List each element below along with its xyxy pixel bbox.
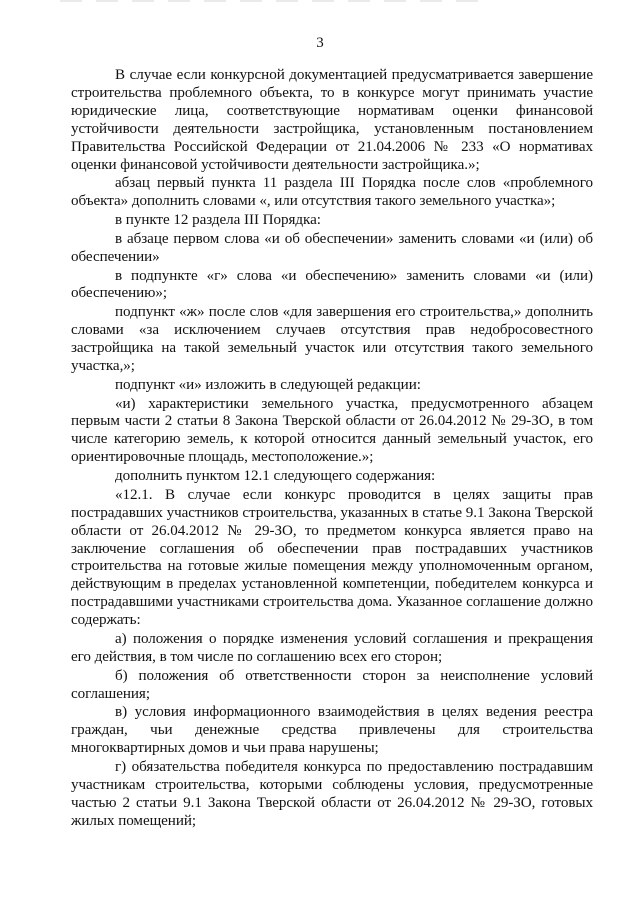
paragraph: в абзаце первом слова «и об обеспечении» заменить словами «и (или) об обеспечении» <box>71 230 593 265</box>
list-item: б) положения об ответственности сторон за неисполнение условий соглашения; <box>71 667 593 702</box>
paragraph: В случае если конкурсной документацией предусматривается завершение строительства проблемного объекта, то в конкурсе могут принимать участие юридические лица, соответствующие нормативам оценки финансовой устойчивости деятельности застройщика, установленным постановлением Правительства Российской Федерации от 21.04.2006 № 233 «О нормативах оценки финансовой устойчивости деятельности застройщика.»; <box>71 67 593 173</box>
list-item: г) обязательства победителя конкурса по предоставлению пострадавшим участникам строительства, которыми соблюдены условия, предусмотренные частью 2 статьи 9.1 Закона Тверской области от 26.04.2012 № 29-ЗО, готовых жилых помещений; <box>71 759 593 829</box>
paragraph: подпункт «и» изложить в следующей редакции: <box>115 376 421 393</box>
paragraph: «12.1. В случае если конкурс проводится в целях защиты прав пострадавших участников строительства, указанных в статье 9.1 Закона Тверской области от 26.04.2012 № 29-ЗО, то предметом конкурса является право на заключение соглашения об обеспечении прав пострадавших участников строительства на готовые жилые помещения между уполномоченным органом, действующим в пределах установленной компетенции, победителем конкурса и пострадавшими участниками строительства дома. Указанное соглашение должно содержать: <box>71 486 594 629</box>
document-body <box>71 67 593 832</box>
list-item: а) положения о порядке изменения условий соглашения и прекращения его действия, в том числе по соглашению всех его сторон; <box>71 631 593 665</box>
paragraph: в пункте 12 раздела III Порядка: <box>115 212 321 229</box>
paragraph: в подпункте «г» слова «и обеспечению» заменить словами «и (или) обеспечению»; <box>71 267 593 302</box>
paragraph: «и) характеристики земельного участка, предусмотренного абзацем первым части 2 статьи 8 Закона Тверской области от 26.04.2012 № 29-ЗО, в том числе категорию земель, к которой относится данный земельный участок, его ориентировочные площадь, местоположение.»; <box>71 395 593 466</box>
page-number: 3 <box>316 35 324 51</box>
paragraph: дополнить пунктом 12.1 следующего содержания: <box>115 468 436 485</box>
list-item: в) условия информационного взаимодействия в целях ведения реестра граждан, чьи денежные средства привлечены для строительства многоквартирных домов и чьи права нарушены; <box>71 704 593 757</box>
paragraph: абзац первый пункта 11 раздела III Порядка после слов «проблемного объекта» дополнить словами «, или отсутствия такого земельного участка»; <box>71 175 593 210</box>
paragraph: подпункт «ж» после слов «для завершения его строительства,» дополнить словами «за исключением случаев отсутствия прав недобросовестного застройщика на такой земельный участок или отсутствия такого земельного участка,»; <box>71 304 593 374</box>
scan-top-edge <box>60 0 490 2</box>
